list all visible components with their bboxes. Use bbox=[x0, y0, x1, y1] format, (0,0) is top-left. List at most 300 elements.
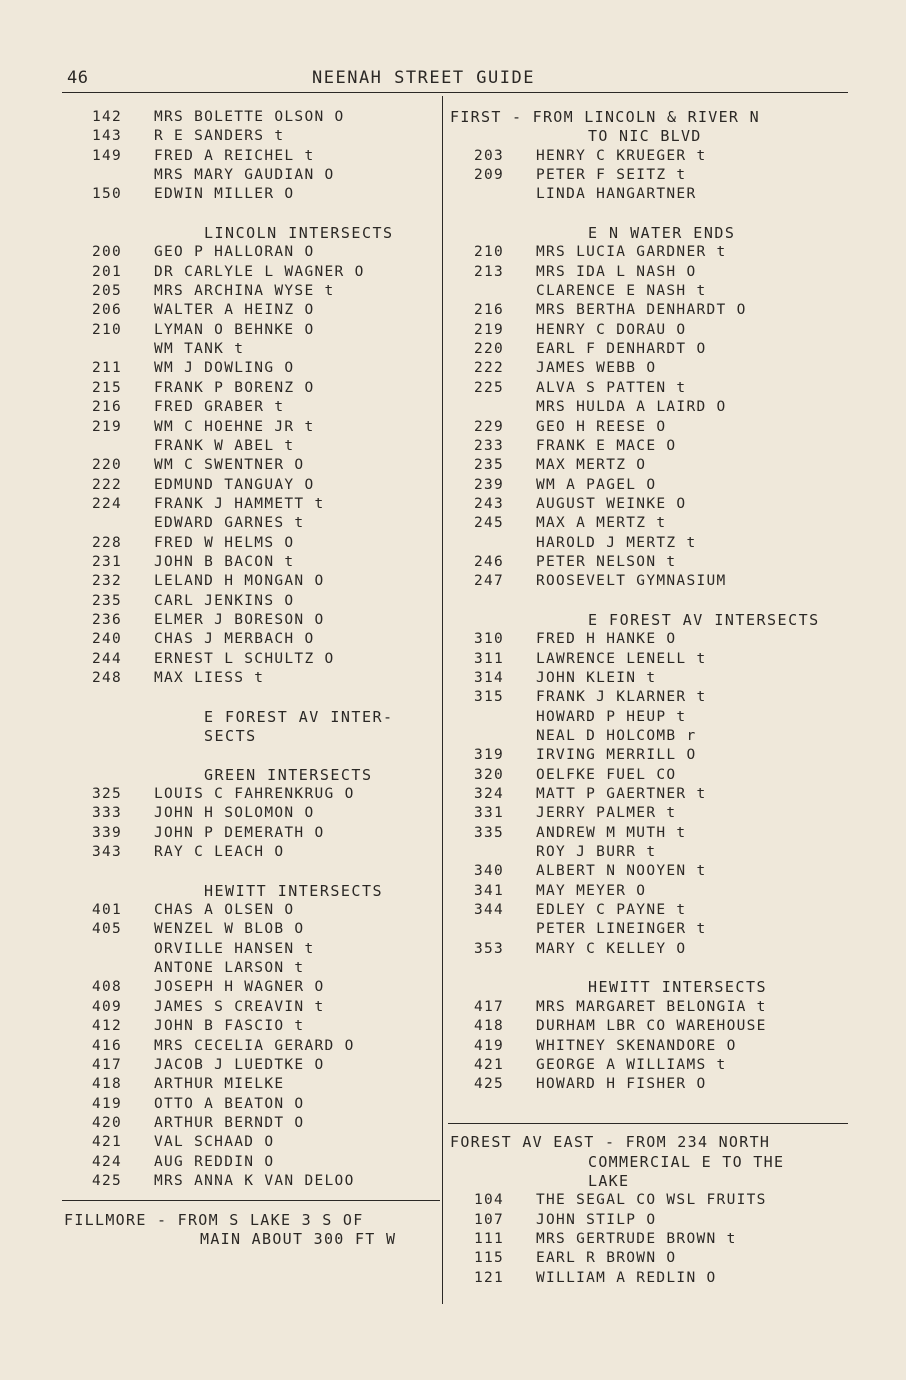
spacer bbox=[62, 746, 440, 765]
listing-row bbox=[448, 418, 848, 437]
listing-row bbox=[62, 243, 440, 262]
house-number: 353 bbox=[474, 940, 505, 957]
resident-name: AUGUST WEINKE O bbox=[536, 495, 687, 512]
listing-row bbox=[62, 456, 440, 475]
house-number: 203 bbox=[474, 147, 505, 164]
resident-name: MAX LIESS t bbox=[154, 669, 265, 686]
listing-row bbox=[62, 263, 440, 282]
house-number: 409 bbox=[92, 998, 123, 1015]
resident-name: PETER NELSON t bbox=[536, 553, 677, 570]
listing-row bbox=[62, 804, 440, 823]
listing-row bbox=[62, 553, 440, 572]
house-number: 310 bbox=[474, 631, 505, 648]
house-number: 236 bbox=[92, 611, 123, 628]
resident-name: JACOB J LUEDTKE O bbox=[154, 1056, 325, 1073]
house-number: 408 bbox=[92, 979, 123, 996]
street-heading bbox=[448, 127, 848, 146]
intersection-label: HEWITT INTERSECTS bbox=[588, 978, 768, 997]
listing-row bbox=[448, 340, 848, 359]
listing-row bbox=[448, 1269, 848, 1288]
listing-row bbox=[448, 901, 848, 920]
listing-row bbox=[62, 1075, 440, 1094]
house-number: 239 bbox=[474, 476, 505, 493]
intersection-heading bbox=[448, 978, 848, 997]
house-number: 343 bbox=[92, 844, 123, 861]
listing-row bbox=[62, 398, 440, 417]
listing-row bbox=[448, 920, 848, 939]
house-number: 210 bbox=[92, 321, 123, 338]
resident-name: FRED H HANKE O bbox=[536, 631, 677, 648]
listing-row bbox=[62, 650, 440, 669]
house-number: 121 bbox=[474, 1269, 505, 1286]
resident-name: AUG REDDIN O bbox=[154, 1153, 275, 1170]
listing-row bbox=[448, 650, 848, 669]
house-number: 339 bbox=[92, 824, 123, 841]
spacer bbox=[448, 959, 848, 978]
house-number: 420 bbox=[92, 1114, 123, 1131]
street-heading bbox=[448, 1172, 848, 1191]
listing-row bbox=[448, 476, 848, 495]
resident-name: MRS ARCHINA WYSE t bbox=[154, 283, 335, 300]
listing-row bbox=[62, 940, 440, 959]
listing-row bbox=[448, 243, 848, 262]
resident-name: FRANK E MACE O bbox=[536, 437, 677, 454]
spacer bbox=[62, 688, 440, 707]
intersection-heading bbox=[62, 708, 440, 727]
house-number: 240 bbox=[92, 631, 123, 648]
listing-row bbox=[448, 437, 848, 456]
house-number: 235 bbox=[474, 457, 505, 474]
listing-row bbox=[448, 766, 848, 785]
house-number: 421 bbox=[474, 1056, 505, 1073]
house-number: 219 bbox=[92, 418, 123, 435]
intersection-label: E N WATER ENDS bbox=[588, 224, 736, 243]
resident-name: EARL F DENHARDT O bbox=[536, 341, 707, 358]
resident-name: JOHN P DEMERATH O bbox=[154, 824, 325, 841]
section-rule bbox=[448, 1114, 848, 1133]
listing-row bbox=[448, 166, 848, 185]
resident-name: CHAS A OLSEN O bbox=[154, 902, 295, 919]
listing-row bbox=[448, 669, 848, 688]
column-divider bbox=[442, 96, 443, 1304]
section-rule bbox=[62, 1191, 440, 1210]
street-heading bbox=[448, 1153, 848, 1172]
street-heading-text: FOREST AV EAST - FROM 234 NORTH bbox=[450, 1133, 771, 1152]
house-number: 231 bbox=[92, 553, 123, 570]
street-heading-text: COMMERCIAL E TO THE bbox=[588, 1152, 785, 1171]
listing-row bbox=[62, 572, 440, 591]
house-number: 331 bbox=[474, 805, 505, 822]
resident-name: LOUIS C FAHRENKRUG O bbox=[154, 786, 355, 803]
listing-row bbox=[448, 630, 848, 649]
listing-row bbox=[448, 185, 848, 204]
house-number: 344 bbox=[474, 902, 505, 919]
listing-row bbox=[448, 746, 848, 765]
intersection-label: SECTS bbox=[204, 727, 257, 745]
street-heading bbox=[448, 108, 848, 127]
resident-name: HENRY C DORAU O bbox=[536, 321, 687, 338]
listing-row bbox=[448, 940, 848, 959]
resident-name: EDWIN MILLER O bbox=[154, 186, 295, 203]
resident-name: FRED GRABER t bbox=[154, 399, 285, 416]
resident-name: ALVA S PATTEN t bbox=[536, 379, 687, 396]
house-number: 210 bbox=[474, 244, 505, 261]
house-number: 418 bbox=[474, 1018, 505, 1035]
house-number: 341 bbox=[474, 882, 505, 899]
listing-row bbox=[62, 1172, 440, 1191]
listing-row bbox=[62, 611, 440, 630]
resident-name: LINDA HANGARTNER bbox=[536, 186, 697, 203]
resident-name: MRS CECELIA GERARD O bbox=[154, 1037, 355, 1054]
resident-name: JOSEPH H WAGNER O bbox=[154, 979, 325, 996]
listing-row bbox=[62, 495, 440, 514]
house-number: 416 bbox=[92, 1037, 123, 1054]
street-heading-text: FILLMORE - FROM S LAKE 3 S OF bbox=[64, 1210, 364, 1229]
resident-name: MRS MARY GAUDIAN O bbox=[154, 167, 335, 184]
resident-name: HENRY C KRUEGER t bbox=[536, 147, 707, 164]
listing-row bbox=[62, 437, 440, 456]
resident-name: JAMES WEBB O bbox=[536, 360, 657, 377]
intersection-label: E FOREST AV INTER- bbox=[204, 707, 394, 726]
resident-name: WM TANK t bbox=[154, 341, 245, 358]
resident-name: LAWRENCE LENELL t bbox=[536, 650, 707, 667]
resident-name: PETER LINEINGER t bbox=[536, 921, 707, 938]
house-number: 224 bbox=[92, 495, 123, 512]
listing-row bbox=[62, 321, 440, 340]
resident-name: MRS LUCIA GARDNER t bbox=[536, 244, 727, 261]
house-number: 206 bbox=[92, 302, 123, 319]
listing-row bbox=[448, 843, 848, 862]
resident-name: JAMES S CREAVIN t bbox=[154, 998, 325, 1015]
house-number: 216 bbox=[92, 399, 123, 416]
house-number: 209 bbox=[474, 167, 505, 184]
listing-row bbox=[448, 1075, 848, 1094]
resident-name: WM J DOWLING O bbox=[154, 360, 295, 377]
house-number: 235 bbox=[92, 592, 123, 609]
listing-row bbox=[448, 1037, 848, 1056]
resident-name: DR CARLYLE L WAGNER O bbox=[154, 263, 365, 280]
listing-row bbox=[62, 1037, 440, 1056]
intersection-label: GREEN INTERSECTS bbox=[204, 765, 373, 784]
house-number: 405 bbox=[92, 921, 123, 938]
resident-name: ARTHUR MIELKE bbox=[154, 1076, 285, 1093]
listing-row bbox=[62, 340, 440, 359]
listing-row bbox=[62, 630, 440, 649]
house-number: 333 bbox=[92, 805, 123, 822]
resident-name: JOHN B BACON t bbox=[154, 553, 295, 570]
resident-name: OTTO A BEATON O bbox=[154, 1095, 305, 1112]
resident-name: WENZEL W BLOB O bbox=[154, 921, 305, 938]
house-number: 424 bbox=[92, 1153, 123, 1170]
house-number: 419 bbox=[474, 1037, 505, 1054]
house-number: 245 bbox=[474, 515, 505, 532]
house-number: 220 bbox=[474, 341, 505, 358]
listing-row bbox=[62, 301, 440, 320]
resident-name: THE SEGAL CO WSL FRUITS bbox=[536, 1192, 767, 1209]
listing-row bbox=[448, 1191, 848, 1210]
house-number: 320 bbox=[474, 766, 505, 783]
house-number: 401 bbox=[92, 902, 123, 919]
header-rule bbox=[62, 92, 848, 93]
house-number: 425 bbox=[92, 1172, 123, 1189]
house-number: 247 bbox=[474, 573, 505, 590]
listing-row bbox=[448, 398, 848, 417]
listing-row bbox=[448, 359, 848, 378]
page-header bbox=[62, 66, 848, 90]
house-number: 213 bbox=[474, 263, 505, 280]
house-number: 233 bbox=[474, 437, 505, 454]
listing-row bbox=[448, 1056, 848, 1075]
house-number: 143 bbox=[92, 128, 123, 145]
listing-row bbox=[448, 1211, 848, 1230]
resident-name: JOHN KLEIN t bbox=[536, 669, 657, 686]
house-number: 150 bbox=[92, 186, 123, 203]
listing-row bbox=[62, 824, 440, 843]
spacer bbox=[62, 205, 440, 224]
intersection-heading bbox=[62, 224, 440, 243]
listing-row bbox=[448, 1017, 848, 1036]
intersection-label: E FOREST AV INTERSECTS bbox=[588, 610, 820, 629]
house-number: 216 bbox=[474, 302, 505, 319]
house-number: 246 bbox=[474, 553, 505, 570]
spacer bbox=[62, 862, 440, 881]
street-heading-text: LAKE bbox=[588, 1171, 630, 1190]
listing-row bbox=[62, 959, 440, 978]
house-number: 215 bbox=[92, 379, 123, 396]
house-number: 107 bbox=[474, 1211, 505, 1228]
house-number: 149 bbox=[92, 147, 123, 164]
resident-name: MRS IDA L NASH O bbox=[536, 263, 697, 280]
resident-name: EARL R BROWN O bbox=[536, 1250, 677, 1267]
house-number: 232 bbox=[92, 573, 123, 590]
intersection-heading bbox=[62, 766, 440, 785]
house-number: 324 bbox=[474, 786, 505, 803]
resident-name: MAY MEYER O bbox=[536, 882, 647, 899]
intersection-heading bbox=[448, 611, 848, 630]
listing-row bbox=[448, 882, 848, 901]
resident-name: MAX A MERTZ t bbox=[536, 515, 667, 532]
resident-name: EDMUND TANGUAY O bbox=[154, 476, 315, 493]
resident-name: ANTONE LARSON t bbox=[154, 960, 305, 977]
intersection-heading bbox=[62, 882, 440, 901]
resident-name: ANDREW M MUTH t bbox=[536, 824, 687, 841]
listing-row bbox=[62, 1114, 440, 1133]
resident-name: ROY J BURR t bbox=[536, 844, 657, 861]
resident-name: JOHN STILP O bbox=[536, 1211, 657, 1228]
resident-name: HOWARD P HEUP t bbox=[536, 708, 687, 725]
house-number: 142 bbox=[92, 109, 123, 125]
page-number: 46 bbox=[67, 68, 89, 88]
house-number: 243 bbox=[474, 495, 505, 512]
listing-row bbox=[62, 843, 440, 862]
listing-row bbox=[62, 1133, 440, 1152]
spacer bbox=[448, 1095, 848, 1114]
resident-name: IRVING MERRILL O bbox=[536, 747, 697, 764]
house-number: 315 bbox=[474, 689, 505, 706]
street-heading bbox=[62, 1230, 440, 1249]
listing-row bbox=[448, 495, 848, 514]
listing-row bbox=[62, 282, 440, 301]
resident-name: WHITNEY SKENANDORE O bbox=[536, 1037, 737, 1054]
house-number: 222 bbox=[92, 476, 123, 493]
spacer bbox=[448, 592, 848, 611]
resident-name: ALBERT N NOOYEN t bbox=[536, 863, 707, 880]
house-number: 229 bbox=[474, 418, 505, 435]
house-number: 412 bbox=[92, 1018, 123, 1035]
listing-row bbox=[448, 785, 848, 804]
listing-row bbox=[448, 862, 848, 881]
page-title: NEENAH STREET GUIDE bbox=[312, 68, 535, 88]
resident-name: CLARENCE E NASH t bbox=[536, 283, 707, 300]
resident-name: ELMER J BORESON O bbox=[154, 611, 325, 628]
resident-name: FRANK W ABEL t bbox=[154, 437, 295, 454]
resident-name: MRS BOLETTE OLSON O bbox=[154, 109, 345, 125]
resident-name: MATT P GAERTNER t bbox=[536, 786, 707, 803]
house-number: 111 bbox=[474, 1230, 505, 1247]
resident-name: EDWARD GARNES t bbox=[154, 515, 305, 532]
house-number: 417 bbox=[92, 1056, 123, 1073]
resident-name: DURHAM LBR CO WAREHOUSE bbox=[536, 1018, 767, 1035]
intersection-heading bbox=[448, 224, 848, 243]
house-number: 418 bbox=[92, 1076, 123, 1093]
listing-row bbox=[62, 185, 440, 204]
intersection-label: LINCOLN INTERSECTS bbox=[204, 224, 394, 243]
rule-line bbox=[62, 1200, 440, 1201]
resident-name: EDLEY C PAYNE t bbox=[536, 902, 687, 919]
street-heading-text: FIRST - FROM LINCOLN & RIVER N bbox=[450, 108, 760, 126]
listing-row bbox=[62, 669, 440, 688]
resident-name: OELFKE FUEL CO bbox=[536, 766, 677, 783]
resident-name: LELAND H MONGAN O bbox=[154, 573, 325, 590]
house-number: 340 bbox=[474, 863, 505, 880]
resident-name: ARTHUR BERNDT O bbox=[154, 1114, 305, 1131]
listing-row bbox=[448, 321, 848, 340]
resident-name: LYMAN O BEHNKE O bbox=[154, 321, 315, 338]
intersection-label: HEWITT INTERSECTS bbox=[204, 881, 384, 900]
resident-name: NEAL D HOLCOMB r bbox=[536, 728, 697, 744]
resident-name: FRED A REICHEL t bbox=[154, 147, 315, 164]
resident-name: CHAS J MERBACH O bbox=[154, 631, 315, 648]
listing-row bbox=[62, 592, 440, 611]
resident-name: WM C SWENTNER O bbox=[154, 457, 305, 474]
house-number: 205 bbox=[92, 283, 123, 300]
resident-name: GEORGE A WILLIAMS t bbox=[536, 1056, 727, 1073]
listing-row bbox=[448, 1230, 848, 1249]
house-number: 319 bbox=[474, 747, 505, 764]
listing-row bbox=[448, 727, 848, 746]
listing-row bbox=[62, 108, 440, 127]
house-number: 325 bbox=[92, 786, 123, 803]
listing-row bbox=[62, 166, 440, 185]
house-number: 200 bbox=[92, 244, 123, 261]
resident-name: ORVILLE HANSEN t bbox=[154, 940, 315, 957]
resident-name: HAROLD J MERTZ t bbox=[536, 534, 697, 551]
listing-row bbox=[62, 978, 440, 997]
listing-row bbox=[62, 1095, 440, 1114]
house-number: 115 bbox=[474, 1250, 505, 1267]
resident-name: ROOSEVELT GYMNASIUM bbox=[536, 573, 727, 590]
resident-name: MAX MERTZ O bbox=[536, 457, 647, 474]
right-column bbox=[448, 108, 848, 1288]
listing-row bbox=[62, 785, 440, 804]
resident-name: VAL SCHAAD O bbox=[154, 1134, 275, 1151]
resident-name: MRS GERTRUDE BROWN t bbox=[536, 1230, 737, 1247]
listing-row bbox=[448, 998, 848, 1017]
resident-name: R E SANDERS t bbox=[154, 128, 285, 145]
resident-name: JERRY PALMER t bbox=[536, 805, 677, 822]
house-number: 201 bbox=[92, 263, 123, 280]
listing-row bbox=[448, 804, 848, 823]
house-number: 419 bbox=[92, 1095, 123, 1112]
house-number: 220 bbox=[92, 457, 123, 474]
listing-row bbox=[62, 998, 440, 1017]
listing-row bbox=[62, 476, 440, 495]
listing-row bbox=[448, 1249, 848, 1268]
intersection-heading bbox=[62, 727, 440, 746]
resident-name: WALTER A HEINZ O bbox=[154, 302, 315, 319]
house-number: 335 bbox=[474, 824, 505, 841]
resident-name: HOWARD H FISHER O bbox=[536, 1076, 707, 1093]
resident-name: WM A PAGEL O bbox=[536, 476, 657, 493]
listing-row bbox=[448, 824, 848, 843]
resident-name: FRANK J HAMMETT t bbox=[154, 495, 325, 512]
resident-name: MRS BERTHA DENHARDT O bbox=[536, 302, 747, 319]
resident-name: MARY C KELLEY O bbox=[536, 940, 687, 957]
listing-row bbox=[448, 282, 848, 301]
listing-row bbox=[448, 456, 848, 475]
listing-row bbox=[448, 301, 848, 320]
house-number: 104 bbox=[474, 1192, 505, 1209]
street-heading bbox=[448, 1133, 848, 1152]
listing-row bbox=[448, 147, 848, 166]
resident-name: ERNEST L SCHULTZ O bbox=[154, 650, 335, 667]
resident-name: RAY C LEACH O bbox=[154, 844, 285, 861]
resident-name: FRED W HELMS O bbox=[154, 534, 295, 551]
listing-row bbox=[62, 534, 440, 553]
resident-name: JOHN H SOLOMON O bbox=[154, 805, 315, 822]
left-column bbox=[62, 108, 440, 1249]
listing-row bbox=[448, 553, 848, 572]
resident-name: FRANK P BORENZ O bbox=[154, 379, 315, 396]
rule-line bbox=[448, 1123, 848, 1124]
listing-row bbox=[62, 901, 440, 920]
house-number: 222 bbox=[474, 360, 505, 377]
listing-row bbox=[62, 1017, 440, 1036]
house-number: 425 bbox=[474, 1076, 505, 1093]
resident-name: MRS HULDA A LAIRD O bbox=[536, 399, 727, 416]
listing-row bbox=[448, 514, 848, 533]
listing-row bbox=[62, 1056, 440, 1075]
resident-name: WM C HOEHNE JR t bbox=[154, 418, 315, 435]
listing-row bbox=[448, 263, 848, 282]
street-heading-text: MAIN ABOUT 300 FT W bbox=[200, 1229, 397, 1248]
listing-row bbox=[62, 379, 440, 398]
resident-name: GEO P HALLORAN O bbox=[154, 244, 315, 261]
house-number: 211 bbox=[92, 360, 123, 377]
house-number: 228 bbox=[92, 534, 123, 551]
house-number: 244 bbox=[92, 650, 123, 667]
street-heading bbox=[62, 1211, 440, 1230]
listing-row bbox=[62, 359, 440, 378]
listing-row bbox=[448, 379, 848, 398]
house-number: 421 bbox=[92, 1134, 123, 1151]
resident-name: JOHN B FASCIO t bbox=[154, 1018, 305, 1035]
listing-row bbox=[448, 534, 848, 553]
house-number: 311 bbox=[474, 650, 505, 667]
resident-name: MRS ANNA K VAN DELOO bbox=[154, 1172, 355, 1189]
listing-row bbox=[62, 514, 440, 533]
house-number: 225 bbox=[474, 379, 505, 396]
